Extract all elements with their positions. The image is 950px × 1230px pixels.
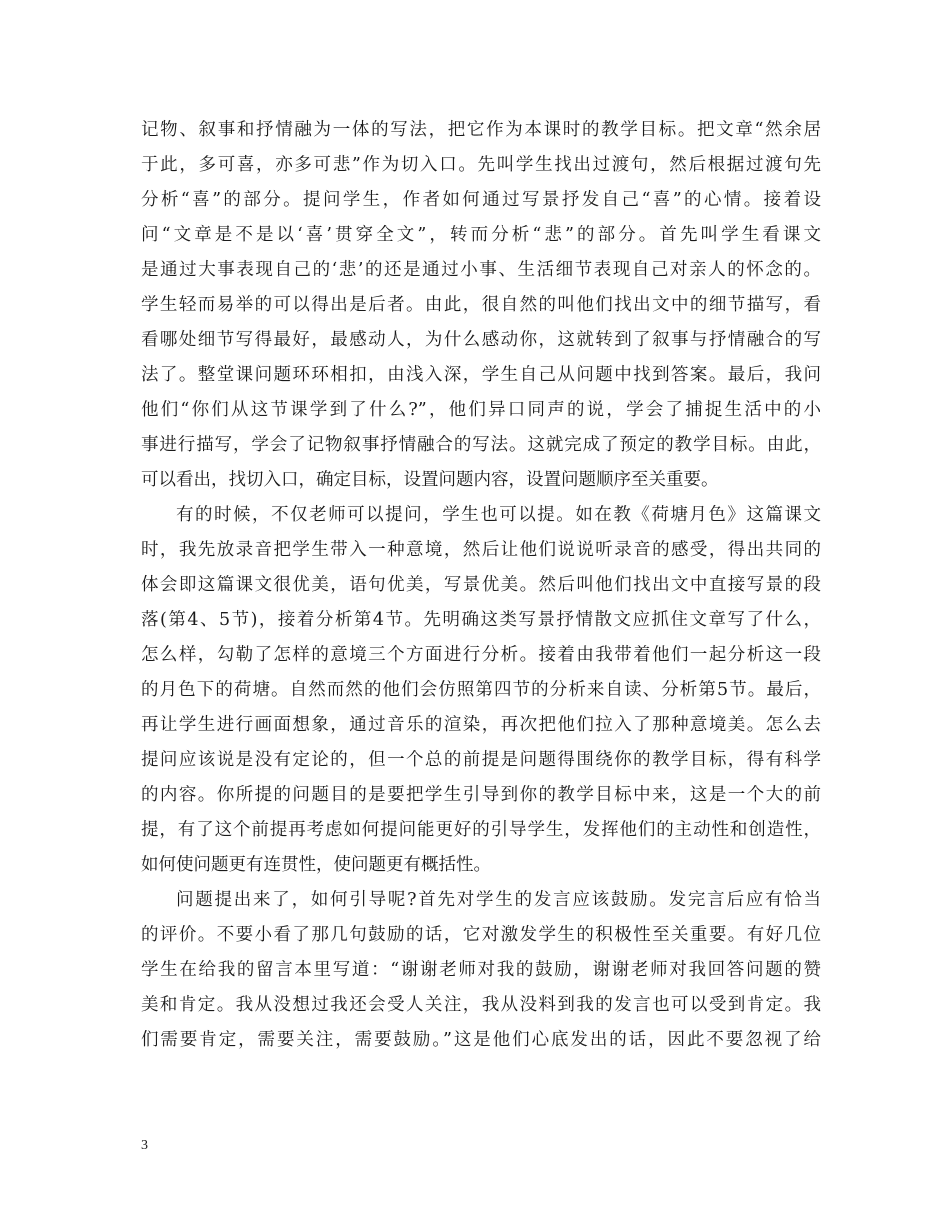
text-line: 如何使问题更有连贯性，使问题更有概括性。 <box>141 855 491 875</box>
text-line: 怎么样，勾勒了怎样的意境三个方面进行分析。接着由我带着他们一起分析这一段 <box>141 645 821 665</box>
text-line: 的评价。不要小看了那几句鼓励的话，它对激发学生的积极性至关重要。有好几位 <box>141 925 821 945</box>
text-line: 问“文章是不是以‘喜’贯穿全文”，转而分析“悲”的部分。首先叫学生看课文 <box>141 225 821 245</box>
text-line: 记物、叙事和抒情融为一体的写法，把它作为本课时的教学目标。把文章“然余居 <box>141 120 821 140</box>
text-line: 的月色下的荷塘。自然而然的他们会仿照第四节的分析来自读、分析第5节。最后， <box>141 680 821 700</box>
text-line: 们需要肯定，需要关注，需要鼓励。”这是他们心底发出的话，因此不要忽视了给 <box>141 1030 821 1050</box>
text-line: 有的时候，不仅老师可以提问，学生也可以提。如在教《荷塘月色》这篇课文 <box>176 505 821 525</box>
text-line: 的内容。你所提的问题目的是要把学生引导到你的教学目标中来，这是一个大的前 <box>141 785 821 805</box>
text-line: 学生轻而易举的可以得出是后者。由此，很自然的叫他们找出文中的细节描写，看 <box>141 295 821 315</box>
body-text <box>141 113 821 1058</box>
text-line: 体会即这篇课文很优美，语句优美，写景优美。然后叫他们找出文中直接写景的段 <box>141 575 821 595</box>
text-line: 可以看出，找切入口，确定目标，设置问题内容，设置问题顺序至关重要。 <box>141 470 719 490</box>
text-line: 事进行描写，学会了记物叙事抒情融合的写法。这就完成了预定的教学目标。由此， <box>141 435 821 455</box>
text-line: 时，我先放录音把学生带入一种意境，然后让他们说说听录音的感受，得出共同的 <box>141 540 821 560</box>
text-line: 美和肯定。我从没想过我还会受人关注，我从没料到我的发言也可以受到肯定。我 <box>141 995 821 1015</box>
text-line: 提问应该说是没有定论的，但一个总的前提是问题得围绕你的教学目标，得有科学 <box>141 750 821 770</box>
text-line: 是通过大事表现自己的‘悲’的还是通过小事、生活细节表现自己对亲人的怀念的。 <box>141 260 821 280</box>
text-line: 于此，多可喜，亦多可悲”作为切入口。先叫学生找出过渡句，然后根据过渡句先 <box>141 155 821 175</box>
page-number: 3 <box>141 1138 148 1153</box>
text-line: 分析“喜”的部分。提问学生，作者如何通过写景抒发自己“喜”的心情。接着设 <box>141 190 821 210</box>
text-line: 落(第4、5节)，接着分析第4节。先明确这类写景抒情散文应抓住文章写了什么， <box>141 610 821 630</box>
text-line: 提，有了这个前提再考虑如何提问能更好的引导学生，发挥他们的主动性和创造性， <box>141 820 821 840</box>
text-line: 看哪处细节写得最好，最感动人，为什么感动你，这就转到了叙事与抒情融合的写 <box>141 330 821 350</box>
text-line: 问题提出来了，如何引导呢?首先对学生的发言应该鼓励。发完言后应有恰当 <box>176 890 821 910</box>
text-line: 学生在给我的留言本里写道：“谢谢老师对我的鼓励，谢谢老师对我回答问题的赞 <box>141 960 821 980</box>
text-line: 再让学生进行画面想象，通过音乐的渲染，再次把他们拉入了那种意境美。怎么去 <box>141 715 821 735</box>
text-line: 他们“你们从这节课学到了什么?”，他们异口同声的说，学会了捕捉生活中的小 <box>141 400 821 420</box>
text-line: 法了。整堂课问题环环相扣，由浅入深，学生自己从问题中找到答案。最后，我问 <box>141 365 821 385</box>
